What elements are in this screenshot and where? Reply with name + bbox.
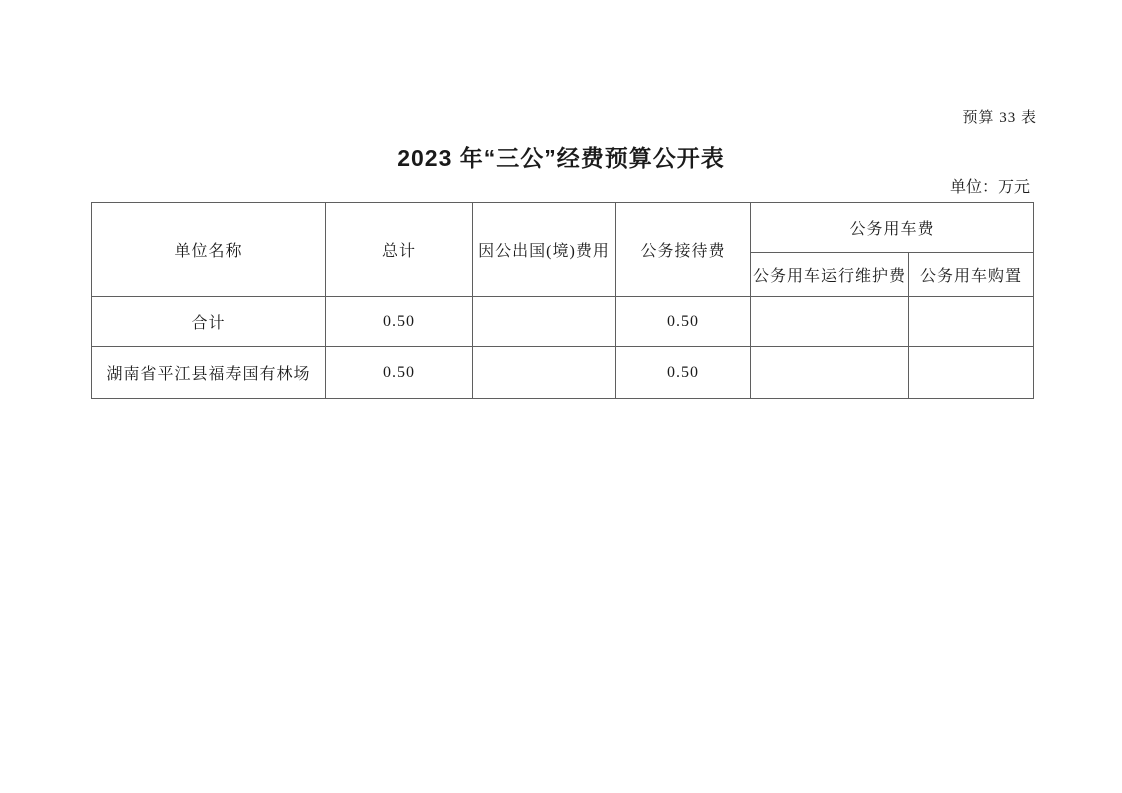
table-row-forest-farm xyxy=(92,347,1034,399)
cell-reception-expense: 0.50 xyxy=(616,297,751,347)
cell-vehicle-purchase xyxy=(909,347,1034,399)
cell-vehicle-maintenance xyxy=(751,297,909,347)
header-vehicle-group: 公务用车费 xyxy=(751,203,1034,253)
header-unit-name: 单位名称 xyxy=(92,203,326,297)
table-row-total xyxy=(92,297,1034,347)
cell-total: 0.50 xyxy=(326,347,473,399)
header-vehicle-purchase: 公务用车购置 xyxy=(909,253,1034,297)
cell-reception-expense: 0.50 xyxy=(616,347,751,399)
cell-unit-name: 湖南省平江县福寿国有林场 xyxy=(92,347,326,399)
cell-abroad-expense xyxy=(473,347,616,399)
header-abroad-expense: 因公出国(境)费用 xyxy=(473,203,616,297)
cell-vehicle-purchase xyxy=(909,297,1034,347)
table-header-row-top xyxy=(92,203,1034,253)
header-total: 总计 xyxy=(326,203,473,297)
sheet-number-label: 预算 33 表 xyxy=(962,110,1037,126)
cell-vehicle-maintenance xyxy=(751,347,909,399)
header-vehicle-maintenance: 公务用车运行维护费 xyxy=(751,253,909,297)
unit-note: 单位：万元 xyxy=(949,179,1030,196)
header-reception-expense: 公务接待费 xyxy=(616,203,751,297)
cell-abroad-expense xyxy=(473,297,616,347)
budget-table xyxy=(91,202,1034,399)
cell-total: 0.50 xyxy=(326,297,473,347)
cell-unit-name: 合计 xyxy=(92,297,326,347)
page-title: 2023 年“三公”经费预算公开表 xyxy=(397,145,725,171)
